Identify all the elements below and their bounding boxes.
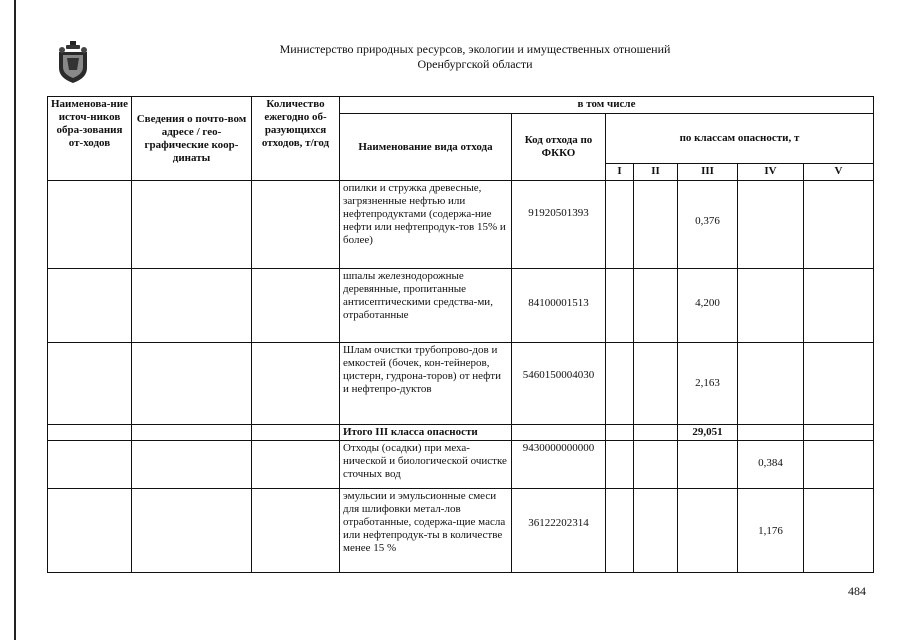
class-iv-value: 1,176 bbox=[738, 489, 804, 573]
header-address: Сведения о почто-вом адресе / гео-графические коор-динаты bbox=[132, 97, 252, 181]
header-class-i: I bbox=[606, 164, 634, 181]
ministry-header bbox=[180, 42, 770, 72]
table-row bbox=[48, 181, 874, 269]
page-number: 484 bbox=[848, 584, 866, 598]
class-iv-value bbox=[738, 343, 804, 425]
waste-table bbox=[47, 96, 874, 573]
header-class-iii: III bbox=[678, 164, 738, 181]
total-label: Итого III класса опасности bbox=[340, 425, 512, 441]
class-iii-value: 4,200 bbox=[678, 269, 738, 343]
fkko-code-cell: 84100001513 bbox=[512, 269, 606, 343]
header-waste-name: Наименование вида отхода bbox=[340, 114, 512, 181]
class-iii-value bbox=[678, 441, 738, 489]
waste-name-cell: Шлам очистки трубопрово-дов и емкостей (бочек, кон-тейнеров, цистерн, гудрона-торов) от нефти и нефтепро-дуктов bbox=[340, 343, 512, 425]
header-fkko-code: Код отхода по ФККО bbox=[512, 114, 606, 181]
header-quantity: Количество ежегодно об-разующихся отходов, т/год bbox=[252, 97, 340, 181]
fkko-code-cell: 9430000000000 bbox=[512, 441, 606, 489]
total-class-iii: 29,051 bbox=[678, 425, 738, 441]
table-row bbox=[48, 269, 874, 343]
header-by-class: по классам опасности, т bbox=[606, 114, 874, 164]
header-including: в том числе bbox=[340, 97, 874, 114]
header-class-v: V bbox=[804, 164, 874, 181]
coat-of-arms-icon bbox=[55, 40, 91, 84]
header-class-ii: II bbox=[634, 164, 678, 181]
class-iii-value: 0,376 bbox=[678, 181, 738, 269]
table-row bbox=[48, 441, 874, 489]
fkko-code-cell: 36122202314 bbox=[512, 489, 606, 573]
waste-name-cell: опилки и стружка древесные, загрязненные нефтью или нефтепродуктами (содержа-ние нефти или нефтепродук-тов 15% и более) bbox=[340, 181, 512, 269]
class-iii-value bbox=[678, 489, 738, 573]
class-iv-value bbox=[738, 181, 804, 269]
page-edge-line bbox=[14, 0, 16, 640]
header-source: Наименова-ние источ-ников обра-зования от-ходов bbox=[48, 97, 132, 181]
waste-name-cell: Отходы (осадки) при меха-нической и биологической очистке сточных вод bbox=[340, 441, 512, 489]
waste-name-cell: эмульсии и эмульсионные смеси для шлифовки метал-лов отработанные, содержа-щие масла или нефтепродук-ты в количестве менее 15 % bbox=[340, 489, 512, 573]
region-name: Оренбургской области bbox=[417, 57, 533, 71]
ministry-name: Министерство природных ресурсов, экологии и имущественных отношений bbox=[279, 42, 671, 56]
table-row bbox=[48, 343, 874, 425]
total-row bbox=[48, 425, 874, 441]
class-iv-value bbox=[738, 269, 804, 343]
table-row bbox=[48, 489, 874, 573]
waste-name-cell: шпалы железнодорожные деревянные, пропитанные антисептическими средства-ми, отработанные bbox=[340, 269, 512, 343]
fkko-code-cell: 91920501393 bbox=[512, 181, 606, 269]
fkko-code-cell: 5460150004030 bbox=[512, 343, 606, 425]
header-class-iv: IV bbox=[738, 164, 804, 181]
class-iv-value: 0,384 bbox=[738, 441, 804, 489]
class-iii-value: 2,163 bbox=[678, 343, 738, 425]
